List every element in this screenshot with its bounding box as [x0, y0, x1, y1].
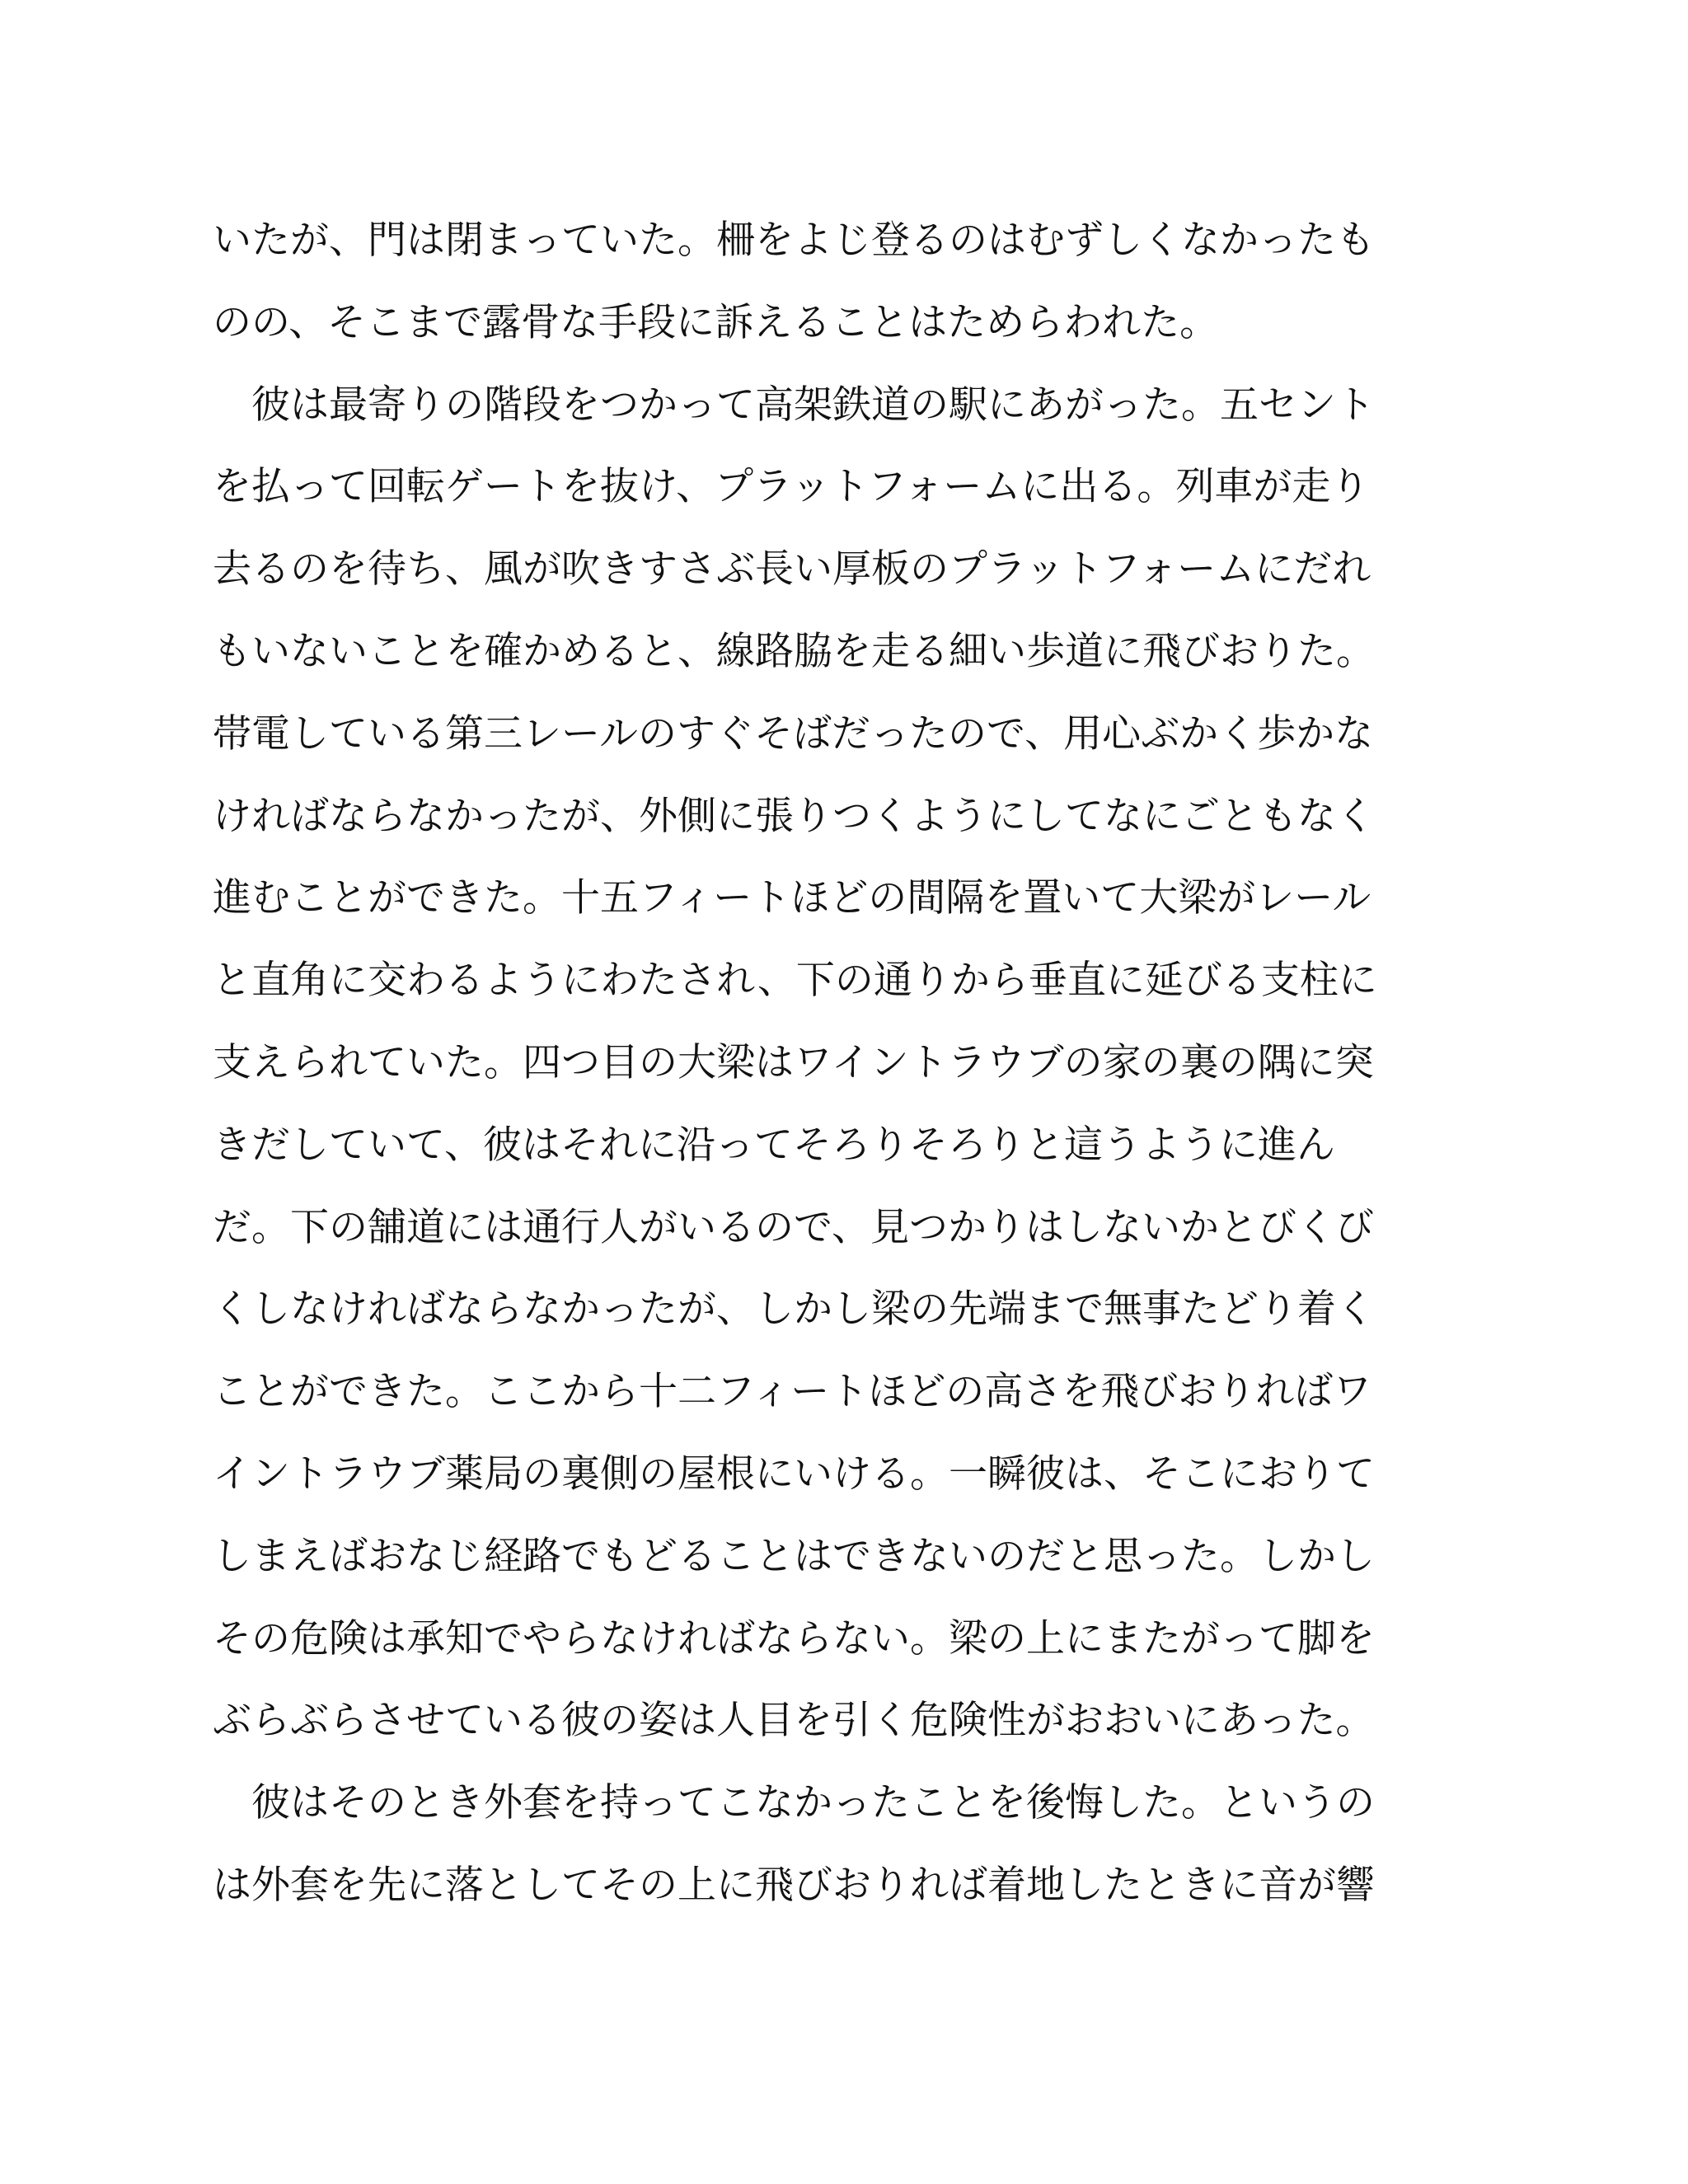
text-line: 帯電している第三レールのすぐそばだったので、用心ぶかく歩かな — [213, 710, 1374, 757]
text-line: イントラウブ薬局の裏側の屋根にいける。一瞬彼は、そこにおりて — [213, 1451, 1375, 1497]
text-line: は外套を先に落としてその上に飛びおりれば着地したときに音が響 — [213, 1862, 1375, 1908]
text-line: しまえばおなじ経路でもどることはできないのだと思った。しかし — [213, 1533, 1375, 1579]
body-text — [213, 209, 1498, 1937]
text-line: いたが、門は閉まっていた。柵をよじ登るのはむずしくなかったも — [213, 218, 1375, 263]
text-line: 進むことができた。十五フィートほどの間隔を置いて大梁がレール — [213, 875, 1372, 921]
text-line: ければならなかったが、外側に張りつくようにしてなにごともなく — [213, 793, 1375, 839]
text-line: 支えられていた。四つ目の大梁はワイントラウブの家の裏の隅に突 — [213, 1039, 1374, 1085]
text-line: もいないことを確かめると、線路脇を走る細い歩道に飛びおりた。 — [213, 628, 1375, 674]
text-line: その危険は承知でやらなければならない。梁の上にまたがって脚を — [213, 1615, 1375, 1661]
text-line: 彼は最寄りの階段をつかって高架鉄道の駅にあがった。五セント — [213, 382, 1375, 428]
text-line: きだしていて、彼はそれに沿ってそろりそろりと這うように進ん — [213, 1122, 1336, 1168]
text-line: くしなければならなかったが、しかし梁の先端まで無事たどり着く — [213, 1286, 1375, 1333]
text-line: ことができた。ここから十二フィートほどの高さを飛びおりればワ — [213, 1369, 1372, 1415]
text-line: 去るのを待ち、風が吹きすさぶ長い厚板のプラットフォームにだれ — [213, 546, 1372, 593]
text-line: のの、そこまで露骨な手段に訴えることはためらわれた。 — [213, 299, 1219, 345]
text-line: を払って回転ゲートを抜け、プラットフォームに出る。列車が走り — [213, 464, 1370, 510]
text-line: だ。下の舗道には通行人がいるので、見つかりはしないかとびくび — [213, 1204, 1375, 1250]
text-line: 彼はそのとき外套を持ってこなかったことを後悔した。というの — [213, 1780, 1375, 1826]
text-line: と直角に交わるようにわたされ、下の通りから垂直に延びる支柱に — [213, 958, 1377, 1004]
text-line: ぶらぶらさせている彼の姿は人目を引く危険性がおおいにあった。 — [213, 1698, 1375, 1744]
